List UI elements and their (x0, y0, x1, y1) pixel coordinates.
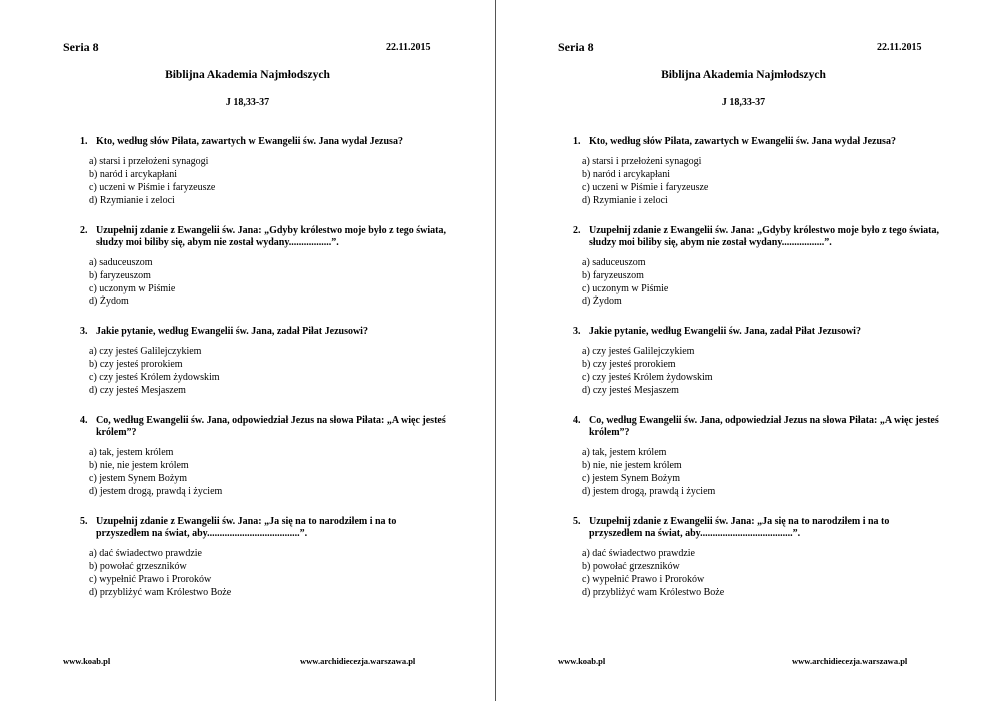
question-prompt: Jakie pytanie, według Ewangelii św. Jana, zadał Piłat Jezusowi? (96, 326, 368, 337)
answer-option: a) czy jesteś Galilejczykiem (582, 346, 695, 357)
question-1 (80, 136, 450, 207)
answer-option: d) Żydom (582, 296, 622, 307)
question-text (80, 516, 450, 540)
answer-option: a) starsi i przełożeni synagogi (89, 156, 209, 167)
question-text (80, 415, 450, 439)
worksheet-title: Biblijna Akademia Najmłodszych (661, 69, 826, 81)
scripture-reference: J 18,33-37 (721, 97, 766, 108)
answer-option: d) przybliżyć wam Królestwo Boże (582, 587, 725, 598)
question-text (573, 326, 943, 338)
answer-option: b) naród i arcykapłani (89, 169, 178, 180)
question-2 (573, 225, 943, 308)
answer-option: c) jestem Synem Bożym (582, 473, 681, 484)
question-prompt: Jakie pytanie, według Ewangelii św. Jana, zadał Piłat Jezusowi? (589, 326, 861, 337)
question-prompt: Uzupełnij zdanie z Ewangelii św. Jana: „Ja się na to narodziłem i na to przyszedłem na świat, aby.....................................”. (589, 516, 890, 539)
answer-list (80, 345, 450, 397)
question-text (80, 136, 450, 148)
question-prompt: Kto, według słów Piłata, zawartych w Ewangelii św. Jana wydał Jezusa? (96, 136, 403, 147)
answer-option: c) uczonym w Piśmie (582, 283, 669, 294)
question-4 (573, 415, 943, 498)
answer-option: c) uczeni w Piśmie i faryzeusze (582, 182, 709, 193)
answer-option: a) dać świadectwo prawdzie (582, 548, 695, 559)
answer-option: c) uczonym w Piśmie (89, 283, 176, 294)
answer-option: d) czy jesteś Mesjaszem (582, 385, 679, 396)
question-text (573, 415, 943, 439)
answer-option: b) czy jesteś prorokiem (89, 359, 183, 370)
answer-list (573, 345, 943, 397)
question-number: 5. (80, 516, 88, 527)
question-prompt: Co, według Ewangelii św. Jana, odpowiedział Jezus na słowa Piłata: „A więc jesteś królem”? (589, 415, 939, 438)
answer-option: c) czy jesteś Królem żydowskim (89, 372, 220, 383)
answer-list (80, 155, 450, 207)
question-number: 5. (573, 516, 581, 527)
answer-option: d) Żydom (89, 296, 129, 307)
answer-list (573, 256, 943, 308)
question-3 (573, 326, 943, 397)
answer-option: c) wypełnić Prawo i Proroków (582, 574, 705, 585)
answer-option: d) Rzymianie i zeloci (89, 195, 175, 206)
answer-option: c) jestem Synem Bożym (89, 473, 188, 484)
answer-option: d) jestem drogą, prawdą i życiem (582, 486, 716, 497)
worksheet-page-left (0, 0, 495, 701)
answer-option: d) Rzymianie i zeloci (582, 195, 668, 206)
question-4 (80, 415, 450, 498)
answer-option: b) naród i arcykapłani (582, 169, 671, 180)
question-text (573, 136, 943, 148)
answer-option: a) saduceuszom (89, 257, 153, 268)
question-list (80, 136, 450, 617)
question-number: 2. (573, 225, 581, 236)
question-number: 3. (573, 326, 581, 337)
question-list (573, 136, 943, 617)
answer-option: c) uczeni w Piśmie i faryzeusze (89, 182, 216, 193)
question-prompt: Co, według Ewangelii św. Jana, odpowiedział Jezus na słowa Piłata: „A więc jesteś królem”? (96, 415, 446, 438)
footer-link-koab: www.koab.pl (558, 656, 606, 666)
answer-option: c) wypełnić Prawo i Proroków (89, 574, 212, 585)
answer-option: d) jestem drogą, prawdą i życiem (89, 486, 223, 497)
answer-option: d) przybliżyć wam Królestwo Boże (89, 587, 232, 598)
question-5 (80, 516, 450, 599)
question-prompt: Kto, według słów Piłata, zawartych w Ewangelii św. Jana wydał Jezusa? (589, 136, 896, 147)
answer-list (80, 256, 450, 308)
answer-list (80, 446, 450, 498)
answer-option: a) tak, jestem królem (582, 447, 667, 458)
answer-option: a) dać świadectwo prawdzie (89, 548, 202, 559)
footer-link-archidiecezja: www.archidiecezja.warszawa.pl (300, 656, 416, 666)
scripture-reference: J 18,33-37 (225, 97, 270, 108)
answer-option: b) nie, nie jestem królem (582, 460, 682, 471)
date-label: 22.11.2015 (386, 42, 431, 53)
question-prompt: Uzupełnij zdanie z Ewangelii św. Jana: „Gdyby królestwo moje było z tego świata, słudzy moi biliby się, abym nie został wydany.................”. (96, 225, 446, 248)
answer-option: a) tak, jestem królem (89, 447, 174, 458)
question-number: 4. (573, 415, 581, 426)
answer-option: b) powołać grzeszników (582, 561, 680, 572)
answer-list (573, 547, 943, 599)
question-1 (573, 136, 943, 207)
question-prompt: Uzupełnij zdanie z Ewangelii św. Jana: „Ja się na to narodziłem i na to przyszedłem na świat, aby.....................................”. (96, 516, 397, 539)
answer-list (573, 446, 943, 498)
answer-option: b) faryzeuszom (582, 270, 644, 281)
worksheet-page-right (496, 0, 991, 701)
question-text (573, 516, 943, 540)
question-3 (80, 326, 450, 397)
question-number: 4. (80, 415, 88, 426)
question-number: 3. (80, 326, 88, 337)
question-text (80, 326, 450, 338)
answer-option: b) powołać grzeszników (89, 561, 187, 572)
question-number: 2. (80, 225, 88, 236)
question-2 (80, 225, 450, 308)
answer-list (573, 155, 943, 207)
series-label: Seria 8 (558, 40, 594, 54)
answer-option: a) saduceuszom (582, 257, 646, 268)
worksheet-title: Biblijna Akademia Najmłodszych (165, 69, 330, 81)
question-number: 1. (80, 136, 88, 147)
answer-option: b) nie, nie jestem królem (89, 460, 189, 471)
date-label: 22.11.2015 (877, 42, 922, 53)
answer-option: a) starsi i przełożeni synagogi (582, 156, 702, 167)
answer-option: a) czy jesteś Galilejczykiem (89, 346, 202, 357)
answer-option: c) czy jesteś Królem żydowskim (582, 372, 713, 383)
footer-link-archidiecezja: www.archidiecezja.warszawa.pl (792, 656, 908, 666)
footer-link-koab: www.koab.pl (63, 656, 111, 666)
answer-list (80, 547, 450, 599)
answer-option: d) czy jesteś Mesjaszem (89, 385, 186, 396)
answer-option: b) czy jesteś prorokiem (582, 359, 676, 370)
question-text (573, 225, 943, 249)
question-number: 1. (573, 136, 581, 147)
series-label: Seria 8 (63, 40, 99, 54)
question-5 (573, 516, 943, 599)
answer-option: b) faryzeuszom (89, 270, 151, 281)
question-text (80, 225, 450, 249)
question-prompt: Uzupełnij zdanie z Ewangelii św. Jana: „Gdyby królestwo moje było z tego świata, słudzy moi biliby się, abym nie został wydany.................”. (589, 225, 939, 248)
